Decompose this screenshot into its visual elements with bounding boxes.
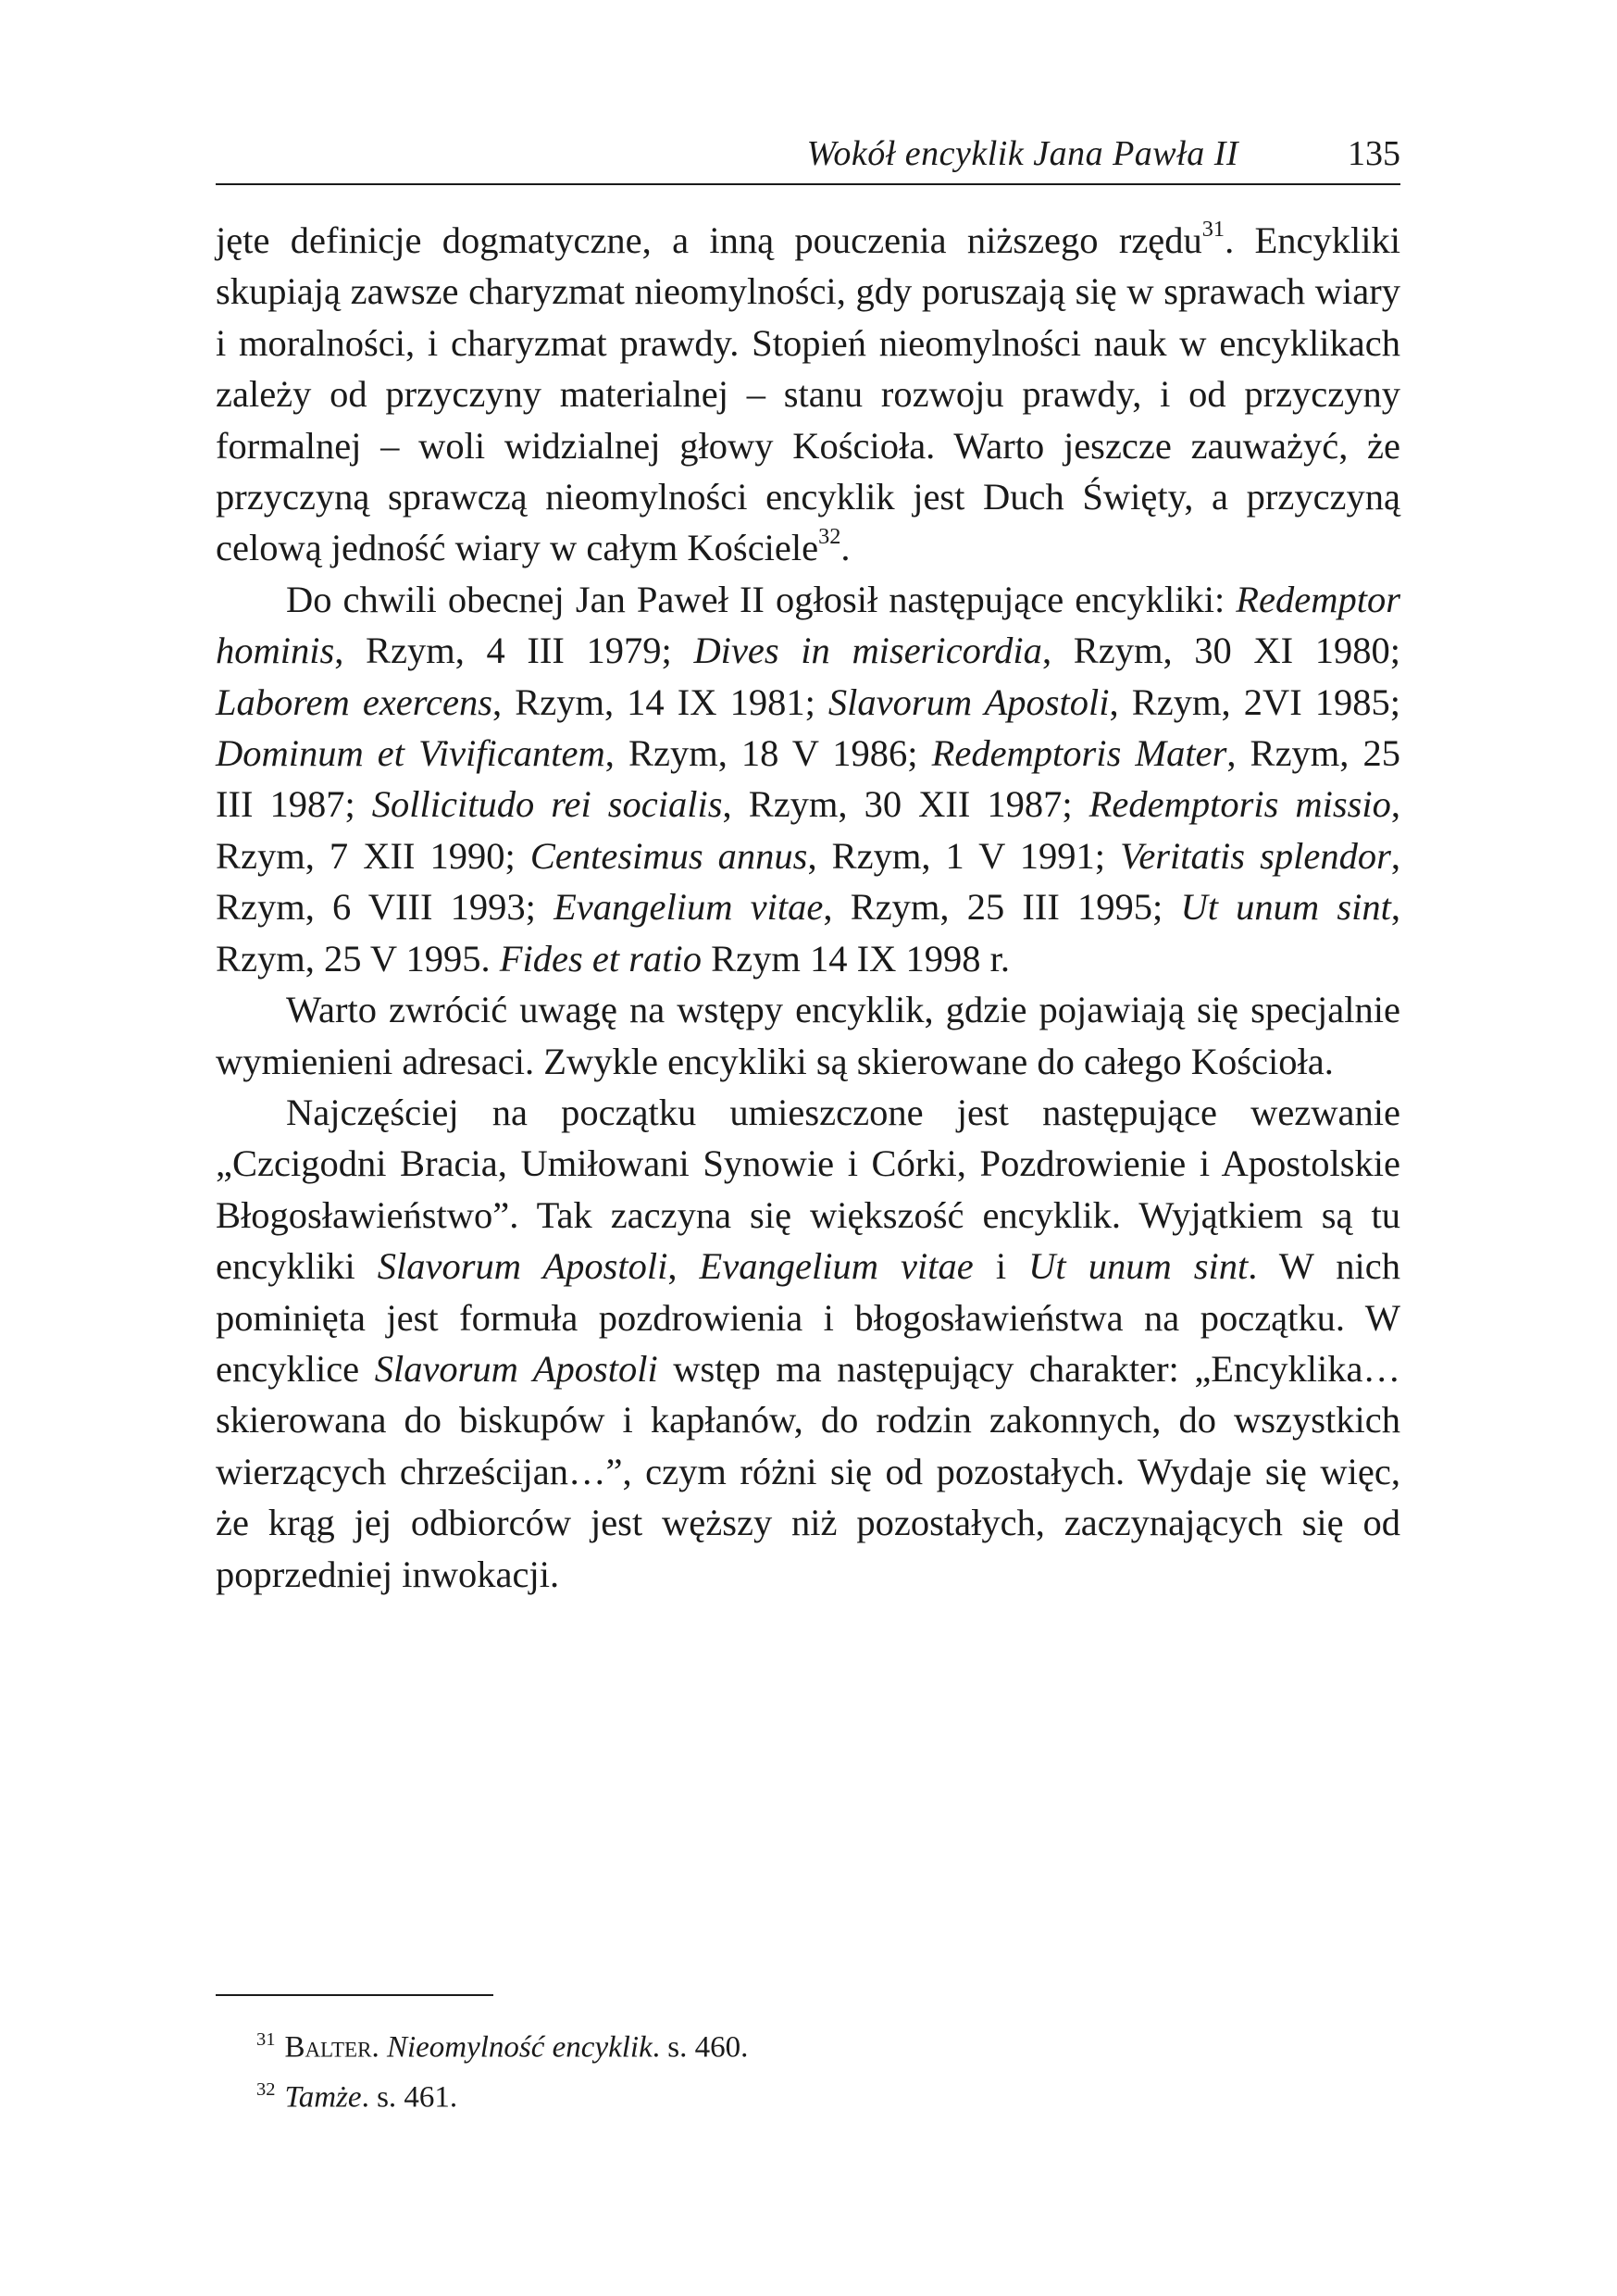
encyclical-title: Fides et ratio: [499, 937, 703, 980]
encyclical-place-date: , Rzym, 7 XII 1990;: [216, 783, 1401, 877]
encyclical-place-date: , Rzym, 25 V 1995.: [216, 886, 1400, 980]
encyclical-place-date: , Rzym, 2VI 1985;: [1109, 680, 1401, 723]
encyclical-title: Laborem exercens: [216, 680, 492, 723]
encyclical-place-date: , Rzym, 4 III 1979;: [334, 630, 694, 672]
encyclical-title: Slavorum Apostoli: [377, 1245, 668, 1288]
encyclical-title: Slavorum Apostoli: [374, 1347, 658, 1390]
encyclical-place-date: , Rzym, 30 XII 1987;: [722, 783, 1089, 826]
encyclical-place-date: , Rzym, 18 V 1986;: [604, 732, 932, 775]
separator: ,: [667, 1245, 700, 1288]
encyclical-place-date: , Rzym, 25 III 1995;: [823, 886, 1181, 929]
footnote-page: . s. 460.: [652, 2030, 749, 2065]
paragraph-2-intro: Do chwili obecnej Jan Paweł II ogłosił następujące encykliki:: [286, 578, 1237, 620]
paragraph-4: [216, 1087, 1400, 1600]
encyclical-place-date: , Rzym, 30 XI 1980;: [1041, 630, 1400, 672]
footnote-number: 32: [256, 2079, 276, 2101]
paragraph-1-text-b: . Encykliki skupiają zawsze charyzmat nieomylności, gdy poruszają się w sprawach wiary i moralności, i charyzmat prawdy. Stopień nieomylności nauk w encyklikach zależy od przyczyny materialnej – stanu rozwoju prawdy, i od przyczyny formalnej – woli widzialnej głowy Kościoła. Warto jeszcze zauważyć, że przyczyną sprawczą nieomylności encyklik jest Duch Święty, a przyczyną celową jedność wiary w całym Kościele: [216, 219, 1400, 569]
footnote-author: Balter: [284, 2030, 372, 2065]
paragraph-1-text-a: jęte definicje dogmatyczne, a inną pouczenia niższego rzędu: [216, 219, 1202, 261]
footnote-separator: .: [371, 2030, 387, 2065]
body-text: [216, 215, 1400, 1600]
paragraph-4-text-c: wstęp ma następujący charakter: „Encyklika… skierowana do biskupów i kapłanów, do rodzin zakonnych, do wszystkich wierzących chrześcijan…”, czym różni się od pozostałych. Wydaje się więc, że krąg jej odbiorców jest węższy niż pozostałych, zaczynających się od poprzedniej inwokacji.: [216, 1347, 1400, 1595]
footnote-work: Nieomylność encyklik: [386, 2030, 653, 2065]
footnote-number: 31: [256, 2029, 276, 2050]
encyclical-title: Ut unum sint: [1180, 886, 1391, 929]
encyclical-title: Ut unum sint: [1028, 1245, 1249, 1288]
encyclical-title: Evangelium vitae: [699, 1245, 974, 1288]
encyclical-place-date: , Rzym, 1 V 1991;: [807, 834, 1121, 877]
encyclical-title: Redemptoris missio: [1088, 783, 1391, 826]
footnote-32: [216, 2068, 1400, 2118]
encyclical-title: Evangelium vitae: [554, 886, 824, 929]
paragraph-4-text-b: . W nich pominięta jest formuła pozdrowienia i błogosławieństwa na początku. W encyklice: [216, 1245, 1401, 1390]
encyclical-title: Dominum et Vivificantem: [216, 732, 605, 775]
running-header: [216, 130, 1400, 185]
encyclical-title: Sollicitudo rei socialis: [371, 783, 723, 826]
footnote-31: [216, 2018, 1400, 2068]
paragraph-1-text-c: .: [840, 527, 851, 569]
paragraph-1: [216, 215, 1400, 574]
encyclical-place-date: , Rzym, 6 VIII 1993;: [216, 834, 1401, 929]
footnote-ref-31: 31: [1201, 216, 1225, 242]
running-title: Wokół encyklik Jana Pawła II: [806, 134, 1238, 173]
encyclical-list: [216, 579, 1400, 980]
footnote-work: Tamże: [284, 2080, 362, 2115]
encyclical-title: Slavorum Apostoli: [827, 680, 1110, 723]
encyclical-title: Redemptoris Mater: [931, 732, 1227, 775]
paragraph-4-text-a: Najczęściej na początku umieszczone jest następujące wezwanie „Czcigodni Bracia, Umiłowani Synowie i Córki, Pozdrowienie i Apostolskie Błogosławieństwo”. Tak zaczyna się większość encyklik. Wyjątkiem są tu encykliki: [216, 1091, 1400, 1288]
footnote-ref-32: 32: [818, 524, 841, 550]
encyclical-place-date: , Rzym, 14 IX 1981;: [492, 680, 828, 723]
paragraph-2: [216, 574, 1400, 984]
footnote-page: . s. 461.: [361, 2080, 458, 2115]
page-number: 135: [1348, 134, 1400, 173]
footnote-rule: [216, 1994, 493, 1996]
encyclical-title: Centesimus annus: [529, 834, 808, 877]
encyclical-title: Veritatis splendor: [1120, 834, 1391, 877]
footnotes: [216, 2018, 1400, 2119]
header-rule: [216, 183, 1400, 185]
separator: i: [973, 1245, 1029, 1288]
paragraph-3: Warto zwrócić uwagę na wstępy encyklik, gdzie pojawiają się specjalnie wymienieni adresaci. Zwykle encykliki są skierowane do całego Kościoła.: [216, 989, 1400, 1082]
encyclical-title: Dives in misericordia: [693, 630, 1042, 672]
encyclical-place-date: , Rzym, 25 III 1987;: [216, 732, 1400, 826]
encyclical-title: Redemptor hominis: [216, 578, 1400, 672]
encyclical-place-date: Rzym 14 IX 1998 r.: [702, 937, 1010, 980]
